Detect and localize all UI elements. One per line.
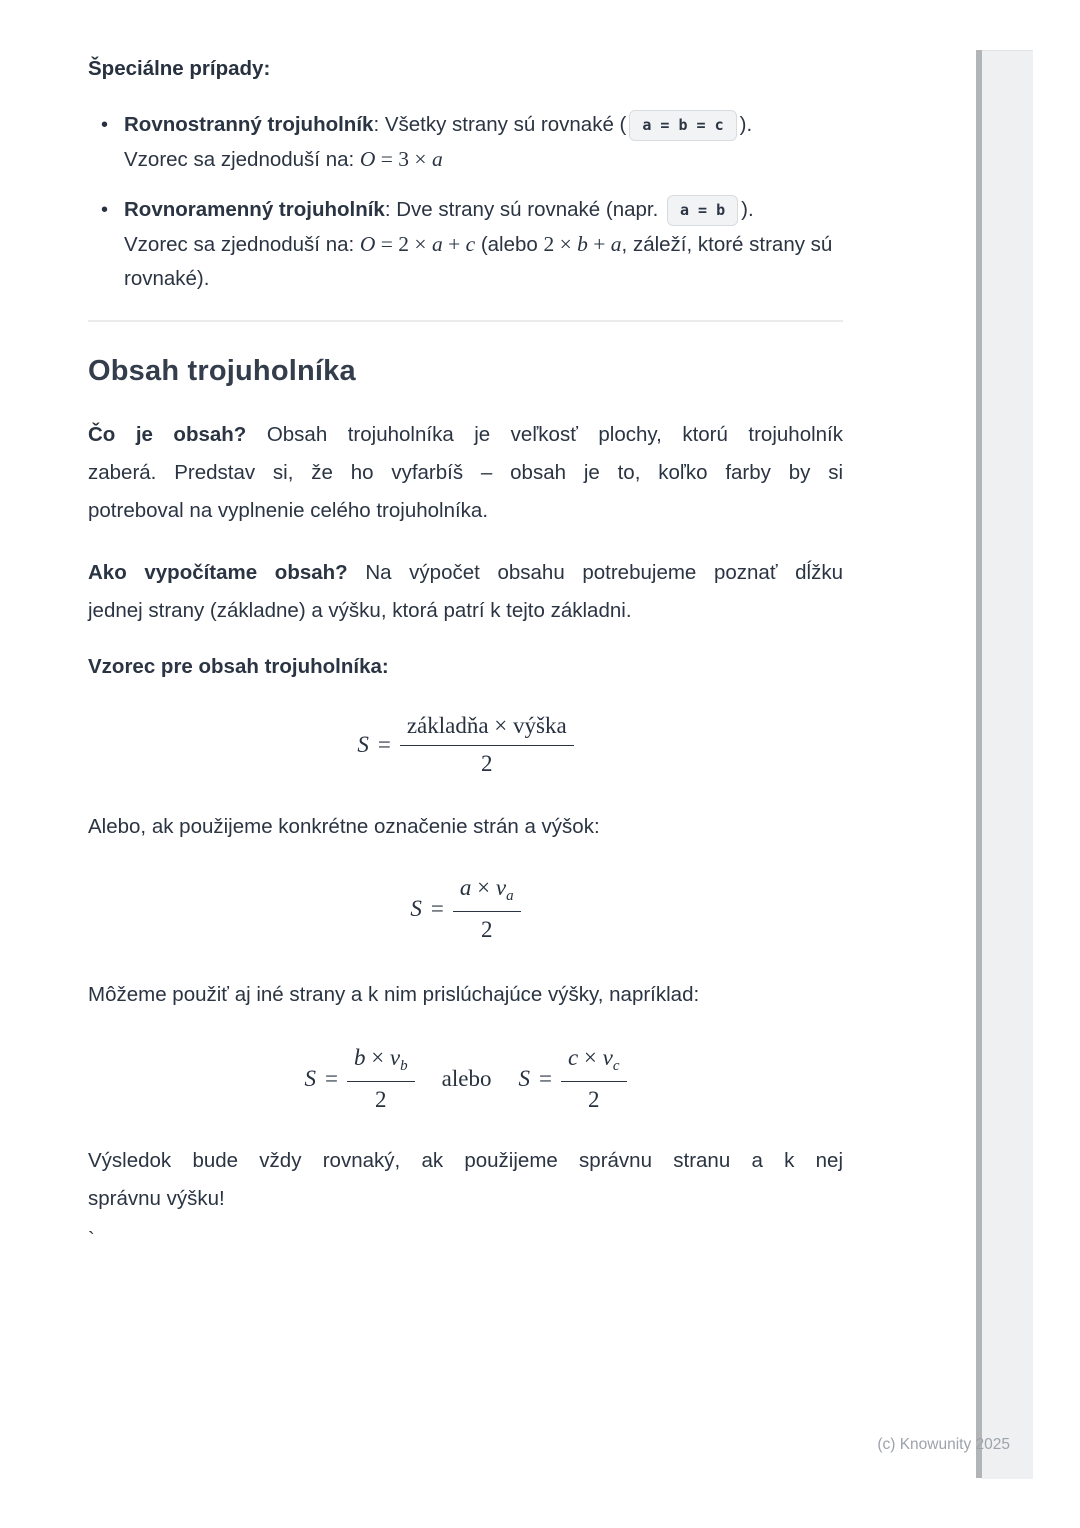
special-cases-list	[88, 108, 843, 296]
para-line: správnu výšku!	[88, 1187, 225, 1210]
para-how-to-compute	[88, 554, 843, 630]
bullet-body: Vzorec sa zjednoduší na: O = 2 × a + c (alebo 2 × b + a, záleží, ktoré strany sú rovnaké).	[124, 232, 833, 290]
formula-intro-heading: Vzorec pre obsah trojuholníka:	[88, 655, 389, 678]
fraction	[561, 1046, 627, 1112]
fraction-denominator: 2	[347, 1081, 415, 1112]
para-line: Ako vypočítame obsah? Na výpočet obsahu potrebujeme poznať dĺžku	[88, 561, 843, 584]
fraction-denominator: 2	[453, 911, 521, 942]
bullet-text: : Dve strany sú rovnaké (napr.	[384, 198, 664, 221]
equals-sign: =	[538, 1066, 552, 1091]
formula-area-a	[88, 872, 843, 946]
para-other-sides: Môžeme použiť aj iné strany a k nim prislúchajúce výšky, napríklad:	[88, 983, 700, 1006]
code-chip: a = b = c	[629, 110, 736, 141]
bullet-text-close: ).	[741, 198, 754, 221]
special-cases-heading: Špeciálne prípady:	[88, 57, 271, 80]
fraction-numerator: $a \times v_a$	[459, 875, 514, 905]
bullet-icon: •	[101, 114, 109, 136]
alebo-separator: alebo	[441, 1066, 492, 1091]
para-what-is-area	[88, 416, 843, 530]
stray-backtick: `	[88, 1229, 95, 1251]
fraction-denominator: 2	[400, 745, 574, 776]
fraction-numerator: $b \times v_b$	[353, 1045, 408, 1075]
fraction	[347, 1046, 415, 1112]
list-item	[88, 193, 843, 296]
code-chip: a = b	[667, 195, 738, 226]
section-divider	[88, 320, 843, 322]
next-page-edge	[982, 50, 1033, 1479]
bullet-line-1	[124, 193, 843, 227]
bullet-icon: •	[101, 199, 109, 221]
bullet-term: Rovnostranný trojuholník	[124, 113, 374, 136]
para-alternative-notation: Alebo, ak použijeme konkrétne označenie strán a výšok:	[88, 815, 600, 838]
bullet-line-2: Vzorec sa zjednoduší na: O = 3 × a	[124, 147, 443, 171]
bullet-text-close: ).	[739, 113, 753, 136]
fraction	[453, 876, 521, 942]
bullet-line-1	[124, 108, 843, 142]
formula-lhs: S	[304, 1066, 316, 1091]
formula-area-words	[88, 708, 843, 782]
equals-sign: =	[377, 732, 391, 757]
fraction-numerator: $c \times v_c$	[567, 1045, 620, 1075]
footer-copyright: (c) Knowunity 2025	[877, 1436, 1010, 1453]
list-item	[88, 108, 843, 177]
formula-lhs: S	[518, 1066, 530, 1091]
formula-lhs: S	[357, 732, 369, 757]
formula-area-b-c	[88, 1042, 843, 1116]
para-line: Výsledok bude vždy rovnaký, ak použijeme správnu stranu a k nej	[88, 1149, 843, 1172]
bullet-term: Rovnoramenný trojuholník	[124, 198, 385, 221]
bullet-text: : Všetky strany sú rovnaké (	[373, 113, 627, 136]
area-heading: Obsah trojuholníka	[88, 355, 356, 387]
para-conclusion	[88, 1142, 843, 1218]
para-line: potreboval na vyplnenie celého trojuholníka.	[88, 499, 489, 522]
para-line: Čo je obsah? Obsah trojuholníka je veľkosť plochy, ktorú trojuholník	[88, 423, 843, 446]
fraction-denominator: 2	[561, 1081, 627, 1112]
fraction	[400, 714, 574, 775]
document-page	[88, 0, 843, 1252]
para-line: zaberá. Predstav si, že ho vyfarbíš – obsah je to, koľko farby by si	[88, 461, 843, 484]
equals-sign: =	[430, 896, 444, 921]
formula-lhs: S	[410, 896, 422, 921]
para-line: jednej strany (základne) a výšku, ktorá patrí k tejto základni.	[88, 599, 632, 622]
equals-sign: =	[324, 1066, 338, 1091]
fraction-numerator: základňa × výška	[406, 713, 567, 739]
